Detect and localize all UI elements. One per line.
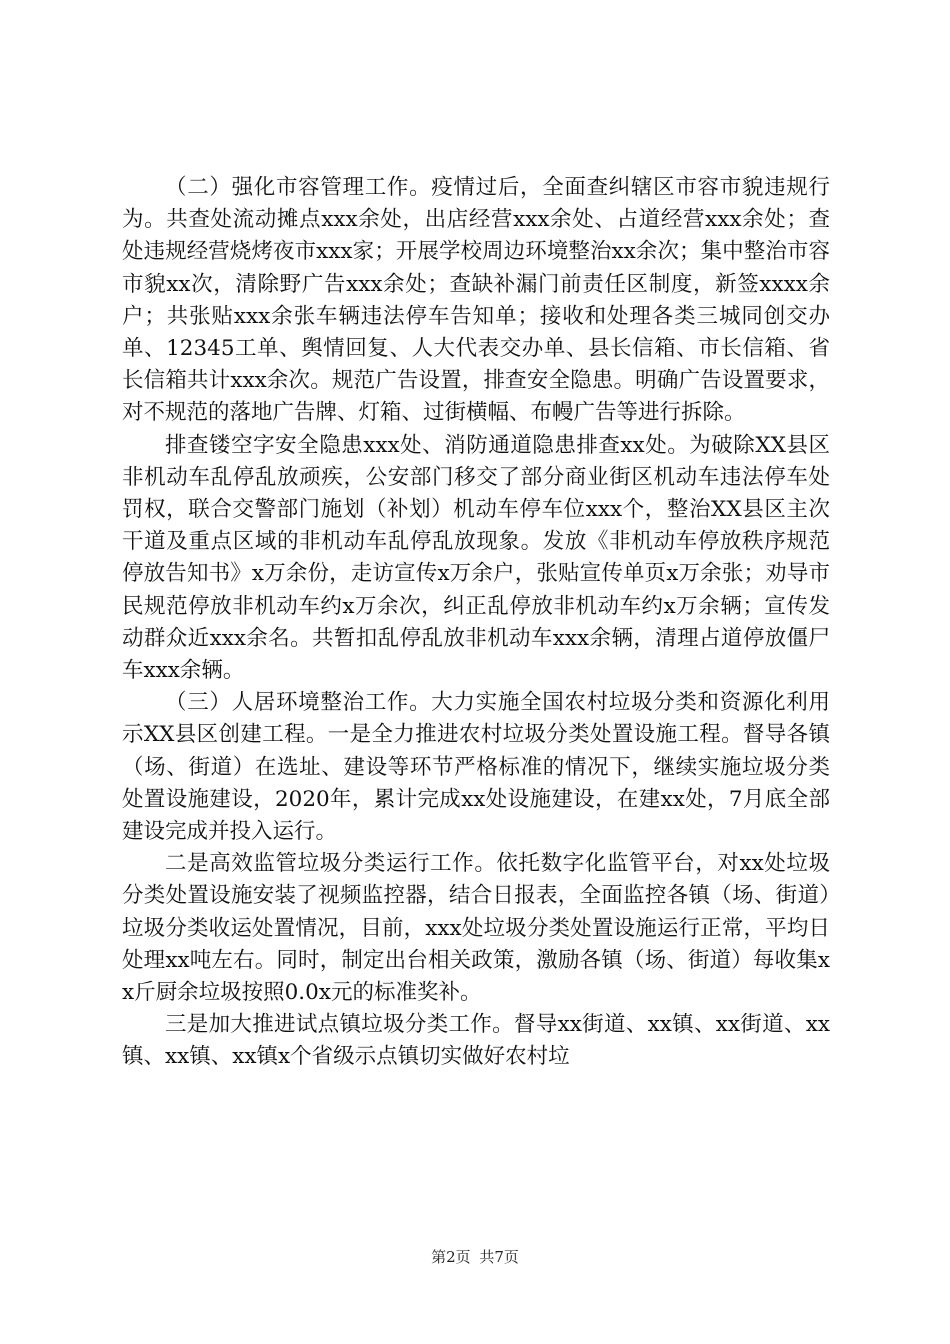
page-footer	[0, 1246, 950, 1267]
paragraph-market-management: （二）强化市容管理工作。疫情过后，全面查纠辖区市容市貌违规行为。共查处流动摊点xxx余处，出店经营xxx余处、占道经营xxx余处；查处违规经营烧烤夜市xxx家；开展学校周边环境整治xx余次；集中整治市容市貌xx次，清除野广告xxx余处；查缺补漏门前责任区制度，新签xxxx余户；共张贴xxx余张车辆违法停车告知单；接收和处理各类三城同创交办单、12345工单、舆情回复、人大代表交办单、县长信箱、市长信箱、省长信箱共计xxx余次。规范广告设置，排查安全隐患。明确广告设置要求，对不规范的落地广告牌、灯箱、过街横幅、布幔广告等进行拆除。	[122, 175, 830, 426]
page-number-total: 共7页	[479, 1248, 519, 1266]
paragraph-waste-supervision: 二是高效监管垃圾分类运行工作。依托数字化监管平台，对xx处垃圾分类处置设施安装了视频监控器，结合日报表，全面监控各镇（场、街道）垃圾分类收运处置情况，目前，xxx处垃圾分类处置设施运行正常，平均日处理xx吨左右。同时，制定出台相关政策，激励各镇（场、街道）每收集xx斤厨余垃圾按照0.0x元的标准奖补。	[122, 851, 830, 1006]
paragraph-hazard-parking: 排查镂空字安全隐患xxx处、消防通道隐患排查xx处。为破除XX县区非机动车乱停乱放顽疾，公安部门移交了部分商业街区机动车违法停车处罚权，联合交警部门施划（补划）机动车停车位xxx个，整治XX县区主次干道及重点区域的非机动车乱停乱放现象。发放《非机动车停放秩序规范停放告知书》x万余份，走访宣传x万余户，张贴宣传单页x万余张；劝导市民规范停放非机动车约x万余次，纠正乱停放非机动车约x万余辆；宣传发动群众近xxx余名。共暂扣乱停乱放非机动车xxx余辆，清理占道停放僵尸车xxx余辆。	[122, 432, 830, 684]
page-number-current: 第2页	[431, 1248, 471, 1266]
paragraph-living-environment: （三）人居环境整治工作。大力实施全国农村垃圾分类和资源化利用示XX县区创建工程。一是全力推进农村垃圾分类处置设施工程。督导各镇（场、街道）在选址、建设等环节严格标准的情况下，继续实施垃圾分类处置设施建设，2020年，累计完成xx处设施建设，在建xx处，7月底全部建设完成并投入运行。	[122, 690, 830, 845]
paragraph-pilot-towns: 三是加大推进试点镇垃圾分类工作。督导xx街道、xx镇、xx街道、xx镇、xx镇、xx镇x个省级示点镇切实做好农村垃	[122, 1012, 830, 1070]
document-body	[122, 172, 830, 1074]
